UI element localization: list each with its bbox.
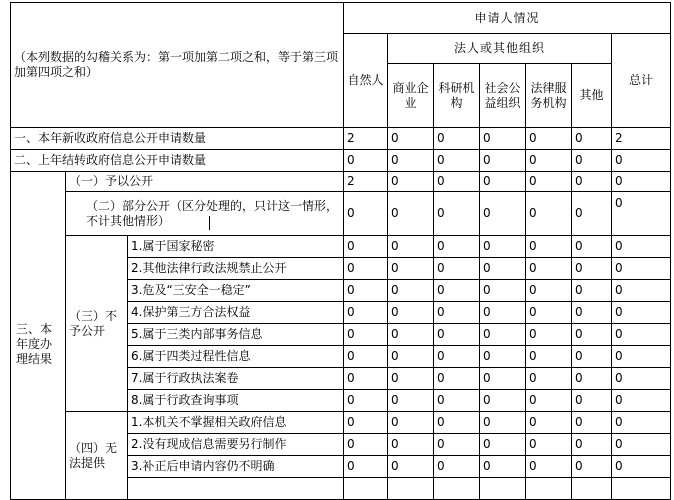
value-cell[interactable] [434,478,480,500]
value-cell[interactable]: 0 [612,456,671,478]
value-cell[interactable]: 0 [612,192,671,236]
value-cell[interactable]: 0 [480,324,526,346]
value-cell[interactable]: 0 [434,172,480,192]
value-cell[interactable]: 0 [480,302,526,324]
header-applicant-info[interactable]: 申请人情况 [344,3,671,34]
value-cell[interactable]: 0 [572,324,612,346]
row-label[interactable]: 3.危及“三安全一稳定” [128,280,344,302]
value-cell[interactable]: 0 [434,368,480,390]
value-cell[interactable]: 0 [612,280,671,302]
value-cell[interactable]: 2 [612,128,671,150]
value-cell[interactable]: 0 [526,390,572,412]
value-cell[interactable] [612,478,671,500]
value-cell[interactable]: 0 [572,236,612,258]
header-total[interactable]: 总计 [612,34,671,128]
value-cell[interactable]: 0 [572,368,612,390]
disclosure-statistics-table [10,2,671,500]
table-row [11,172,671,192]
group-handling-results[interactable]: 三、本年度办理结果 [11,172,66,500]
row-label[interactable]: （二）部分公开（区分处理的，只计这一情形，不计其他情形） [66,192,344,236]
value-cell[interactable]: 0 [526,192,572,236]
value-cell[interactable]: 0 [480,412,526,434]
value-cell[interactable]: 0 [612,172,671,192]
value-cell[interactable]: 0 [434,258,480,280]
value-cell[interactable]: 0 [480,192,526,236]
value-cell[interactable]: 0 [480,346,526,368]
value-cell[interactable]: 0 [434,302,480,324]
value-cell[interactable]: 0 [572,390,612,412]
value-cell[interactable]: 0 [526,434,572,456]
value-cell[interactable]: 0 [434,280,480,302]
header-note: （本列数据的勾稽关系为：第一项加第二项之和，等于第三项加第四项之和） [14,50,339,79]
value-cell[interactable]: 0 [480,128,526,150]
value-cell[interactable]: 0 [526,346,572,368]
value-cell[interactable]: 0 [344,346,388,368]
row-label[interactable]: 2.其他法律行政法规禁止公开 [128,258,344,280]
value-cell[interactable]: 0 [572,258,612,280]
value-cell[interactable]: 0 [572,456,612,478]
value-cell[interactable]: 0 [612,390,671,412]
row-label[interactable]: 2.没有现成信息需要另行制作 [128,434,344,456]
value-cell[interactable]: 0 [388,236,434,258]
value-cell[interactable]: 0 [526,324,572,346]
value-cell[interactable]: 0 [526,128,572,150]
header-legal-service[interactable]: 法律服务机构 [526,64,572,128]
value-cell[interactable]: 0 [572,192,612,236]
value-cell[interactable]: 0 [388,324,434,346]
value-cell[interactable]: 0 [572,412,612,434]
value-cell[interactable]: 0 [344,390,388,412]
value-cell[interactable]: 0 [434,192,480,236]
value-cell[interactable]: 0 [612,258,671,280]
value-cell[interactable]: 0 [434,346,480,368]
header-other[interactable]: 其他 [572,64,612,128]
value-cell[interactable]: 0 [526,258,572,280]
row-label[interactable]: （一）予以公开 [66,172,344,192]
header-commercial[interactable]: 商业企业 [388,64,434,128]
value-cell[interactable]: 0 [526,236,572,258]
value-cell[interactable]: 0 [434,412,480,434]
group-not-disclosed[interactable]: （三）不予公开 [66,236,128,412]
value-cell[interactable]: 0 [480,150,526,172]
value-cell[interactable]: 0 [612,324,671,346]
value-cell[interactable]: 0 [434,128,480,150]
value-cell[interactable]: 0 [434,390,480,412]
value-cell[interactable]: 0 [388,412,434,434]
value-cell[interactable]: 0 [480,456,526,478]
value-cell[interactable]: 0 [344,258,388,280]
value-cell[interactable]: 0 [612,236,671,258]
value-cell[interactable]: 0 [344,368,388,390]
value-cell[interactable]: 0 [344,302,388,324]
value-cell[interactable]: 0 [388,456,434,478]
value-cell[interactable]: 0 [388,128,434,150]
value-cell[interactable] [480,478,526,500]
row-label[interactable]: 1.本机关不掌握相关政府信息 [128,412,344,434]
value-cell[interactable]: 0 [612,150,671,172]
value-cell[interactable]: 0 [612,412,671,434]
text-cursor [209,216,210,230]
row-label[interactable]: 3.补正后申请内容仍不明确 [128,456,344,478]
value-cell[interactable]: 0 [344,280,388,302]
row-label[interactable]: 5.属于三类内部事务信息 [128,324,344,346]
value-cell[interactable]: 0 [344,150,388,172]
value-cell[interactable]: 0 [434,236,480,258]
table-row [11,192,671,236]
row-label[interactable]: 一、本年新收政府信息公开申请数量 [11,128,344,150]
value-cell[interactable]: 0 [388,368,434,390]
row-label[interactable]: 6.属于四类过程性信息 [128,346,344,368]
value-cell[interactable]: 0 [344,412,388,434]
value-cell[interactable]: 0 [480,280,526,302]
value-cell[interactable]: 0 [572,280,612,302]
value-cell[interactable]: 0 [388,280,434,302]
value-cell[interactable] [388,478,434,500]
value-cell[interactable]: 0 [526,280,572,302]
value-cell[interactable]: 0 [572,302,612,324]
value-cell[interactable]: 0 [344,456,388,478]
value-cell[interactable]: 0 [388,302,434,324]
group-unable-to-provide[interactable]: （四）无法提供 [66,412,128,500]
value-cell[interactable]: 0 [388,390,434,412]
value-cell[interactable]: 0 [480,236,526,258]
value-cell[interactable]: 0 [572,128,612,150]
value-cell[interactable]: 0 [344,192,388,236]
header-social[interactable]: 社会公益组织 [480,64,526,128]
header-research[interactable]: 科研机构 [434,64,480,128]
table-row [11,236,671,258]
value-cell[interactable]: 0 [526,172,572,192]
value-cell[interactable]: 0 [526,150,572,172]
value-cell[interactable]: 0 [434,434,480,456]
value-cell[interactable]: 0 [344,434,388,456]
value-cell[interactable]: 0 [526,456,572,478]
value-cell[interactable]: 0 [344,324,388,346]
header-note-cell[interactable] [11,3,344,128]
table-row [11,128,671,150]
value-cell[interactable]: 0 [480,390,526,412]
value-cell[interactable]: 0 [388,172,434,192]
value-cell[interactable]: 0 [480,258,526,280]
value-cell[interactable] [526,478,572,500]
value-cell[interactable]: 0 [572,434,612,456]
header-legal-org[interactable]: 法人或其他组织 [388,34,612,64]
value-cell[interactable]: 0 [572,150,612,172]
value-cell[interactable]: 0 [344,236,388,258]
value-cell[interactable]: 0 [388,434,434,456]
value-cell[interactable]: 0 [612,346,671,368]
value-cell[interactable]: 0 [572,346,612,368]
value-cell[interactable] [572,478,612,500]
row-label[interactable]: 7.属于行政执法案卷 [128,368,344,390]
value-cell[interactable]: 0 [612,434,671,456]
value-cell[interactable]: 0 [612,368,671,390]
value-cell[interactable]: 0 [480,368,526,390]
table-row [11,150,671,172]
row-label[interactable]: 二、上年结转政府信息公开申请数量 [11,150,344,172]
row-label[interactable]: 4.保护第三方合法权益 [128,302,344,324]
value-cell[interactable] [344,478,388,500]
value-cell[interactable]: 0 [572,172,612,192]
value-cell[interactable]: 0 [480,172,526,192]
value-cell[interactable]: 0 [388,150,434,172]
value-cell[interactable]: 0 [388,258,434,280]
value-cell[interactable]: 0 [388,192,434,236]
value-cell[interactable]: 0 [612,302,671,324]
value-cell[interactable]: 0 [434,456,480,478]
row-label[interactable]: 1.属于国家秘密 [128,236,344,258]
value-cell[interactable]: 0 [434,150,480,172]
row-label[interactable]: 8.属于行政查询事项 [128,390,344,412]
value-cell[interactable]: 0 [526,302,572,324]
header-natural-person[interactable]: 自然人 [344,34,388,128]
value-cell[interactable]: 0 [480,434,526,456]
value-cell[interactable]: 2 [344,172,388,192]
value-cell[interactable]: 0 [526,368,572,390]
value-cell[interactable]: 2 [344,128,388,150]
value-cell[interactable]: 0 [434,324,480,346]
value-cell[interactable]: 0 [388,346,434,368]
value-cell[interactable]: 0 [526,412,572,434]
table-row [11,412,671,434]
row-label-cut-off[interactable] [128,478,344,500]
